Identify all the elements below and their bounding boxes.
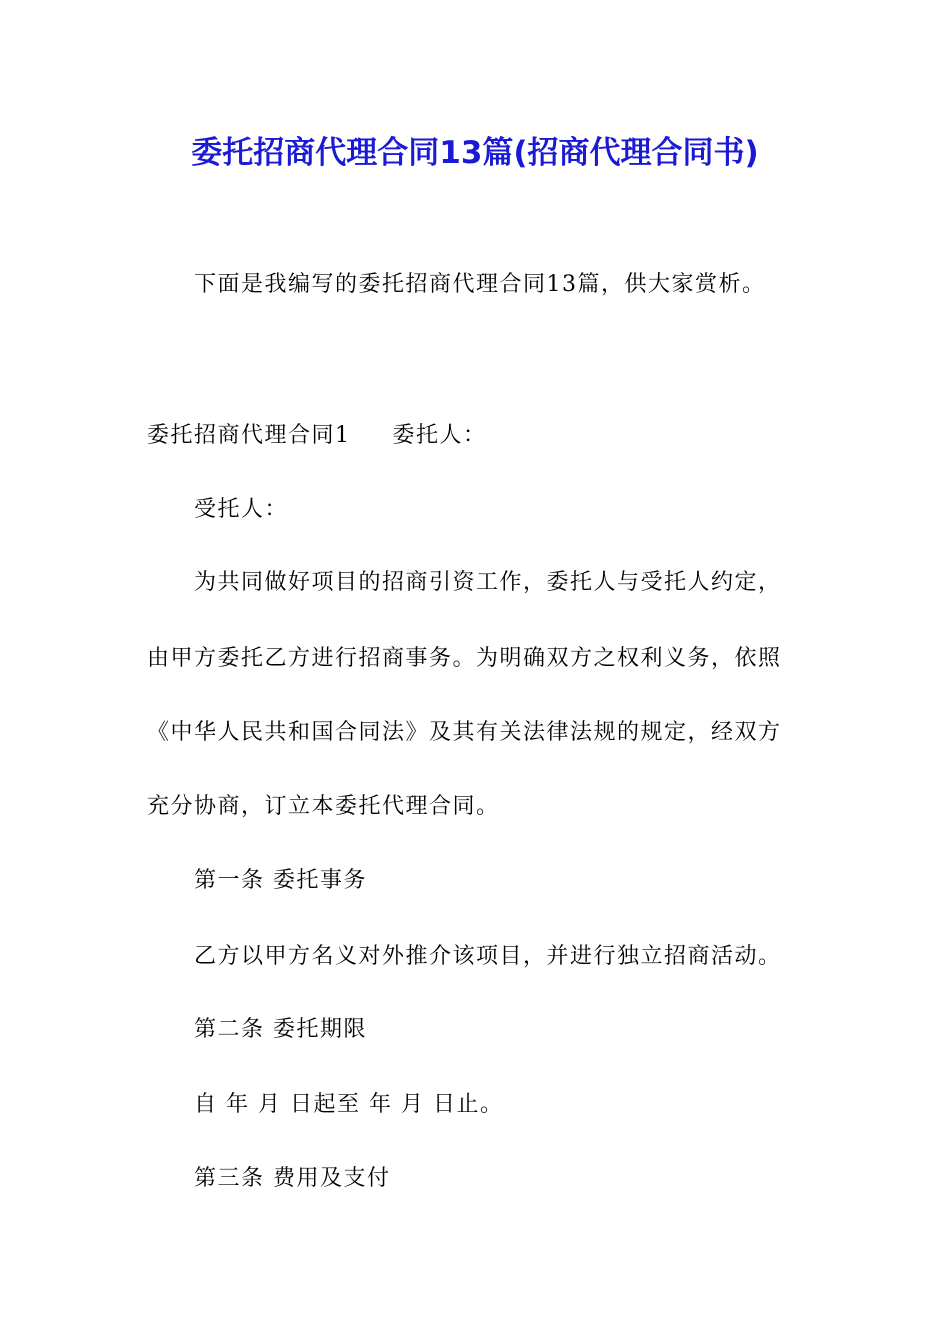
paragraph-line: 由甲方委托乙方进行招商事务。为明确双方之权利义务，依照 <box>147 646 782 671</box>
intro-paragraph: 下面是我编写的委托招商代理合同13篇，供大家赏析。 <box>194 272 766 297</box>
section-heading: 委托招商代理合同1 <box>147 423 351 448</box>
article-text: 自 年 月 日起至 年 月 日止。 <box>194 1092 504 1117</box>
document-title: 委托招商代理合同13篇(招商代理合同书) <box>191 135 759 171</box>
paragraph-line: 《中华人民共和国合同法》及其有关法律法规的规定，经双方 <box>147 720 782 745</box>
paragraph-line: 为共同做好项目的招商引资工作，委托人与受托人约定， <box>194 570 782 595</box>
article-text: 乙方以甲方名义对外推介该项目，并进行独立招商活动。 <box>194 944 782 969</box>
paragraph-line: 充分协商，订立本委托代理合同。 <box>147 794 500 819</box>
agent-label: 受托人： <box>194 497 289 522</box>
article-heading: 第一条 委托事务 <box>194 868 367 893</box>
section-heading-line <box>147 419 487 453</box>
article-heading: 第二条 委托期限 <box>194 1017 367 1042</box>
principal-label: 委托人： <box>392 423 487 448</box>
article-heading: 第三条 费用及支付 <box>194 1166 391 1191</box>
